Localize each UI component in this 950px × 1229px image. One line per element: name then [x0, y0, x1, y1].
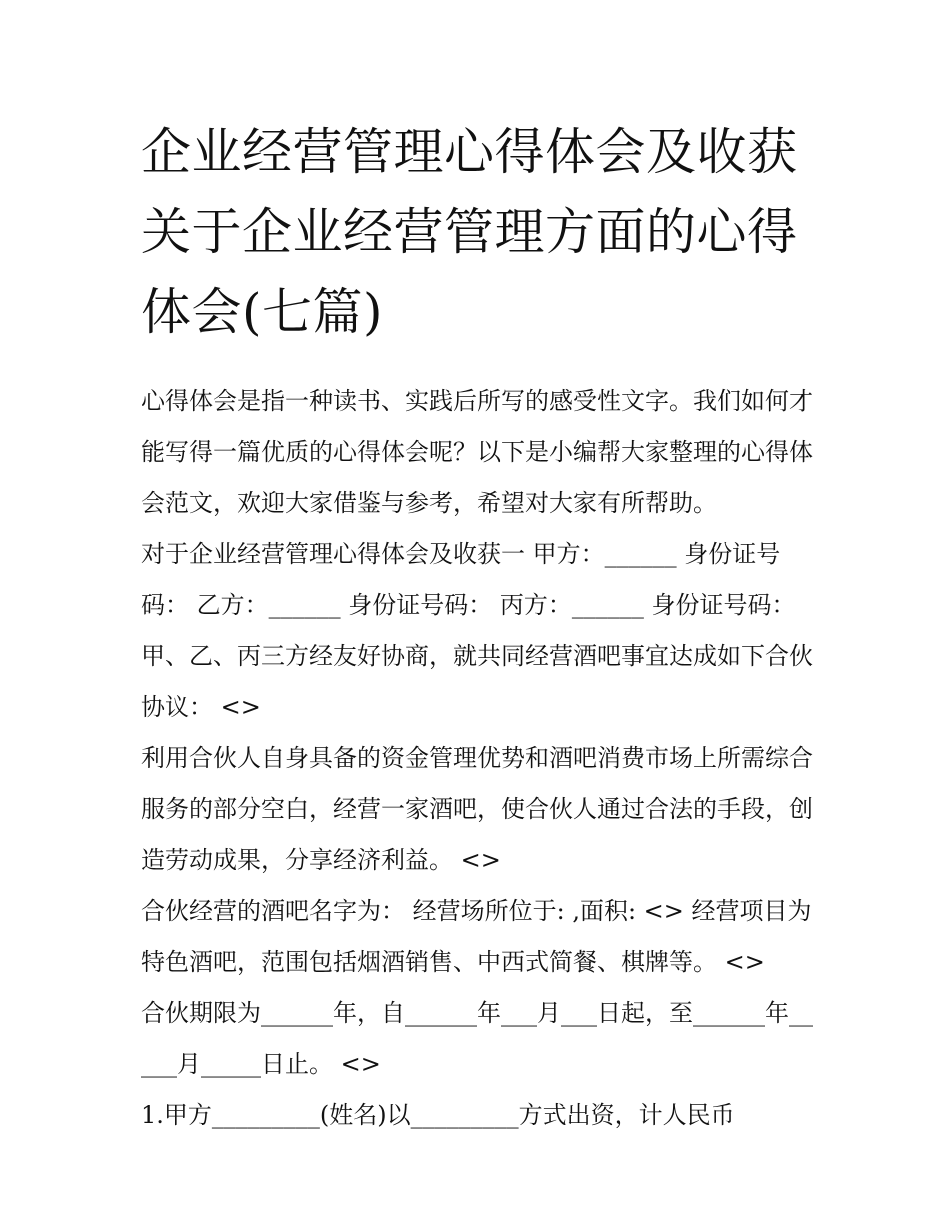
purpose-paragraph: 利用合伙人自身具备的资金管理优势和酒吧消费市场上所需综合服务的部分空白，经营一家酒吧，使合伙人通过合法的手段，创造劳动成果，分享经济利益。 <>: [141, 744, 813, 874]
document-body: [141, 376, 821, 1141]
business-scope-paragraph: 合伙经营的酒吧名字为： 经营场所位于: ,面积: <> 经营项目为特色酒吧，范围包括烟酒销售、中西式简餐、棋牌等。 <>: [141, 897, 812, 976]
document-page: [141, 112, 821, 1141]
agreement-parties-paragraph: 对于企业经营管理心得体会及收获一 甲方：______ 身份证号码： 乙方：______ 身份证号码： 丙方：______ 身份证号码：甲、乙、丙三方经友好协商，就共同经营酒吧事宜达成如下合伙协议： <>: [141, 540, 813, 721]
term-paragraph: 合伙期限为______年，自______年___月___日起，至______年_____月_____日止。 <>: [141, 999, 813, 1078]
contribution-paragraph: 1.甲方_________(姓名)以_________方式出资，计人民币: [141, 1101, 735, 1129]
document-title: 企业经营管理心得体会及收获关于企业经营管理方面的心得体会(七篇): [141, 123, 798, 341]
intro-paragraph: 心得体会是指一种读书、实践后所写的感受性文字。我们如何才能写得一篇优质的心得体会呢？以下是小编帮大家整理的心得体会范文，欢迎大家借鉴与参考，希望对大家有所帮助。: [141, 387, 813, 517]
